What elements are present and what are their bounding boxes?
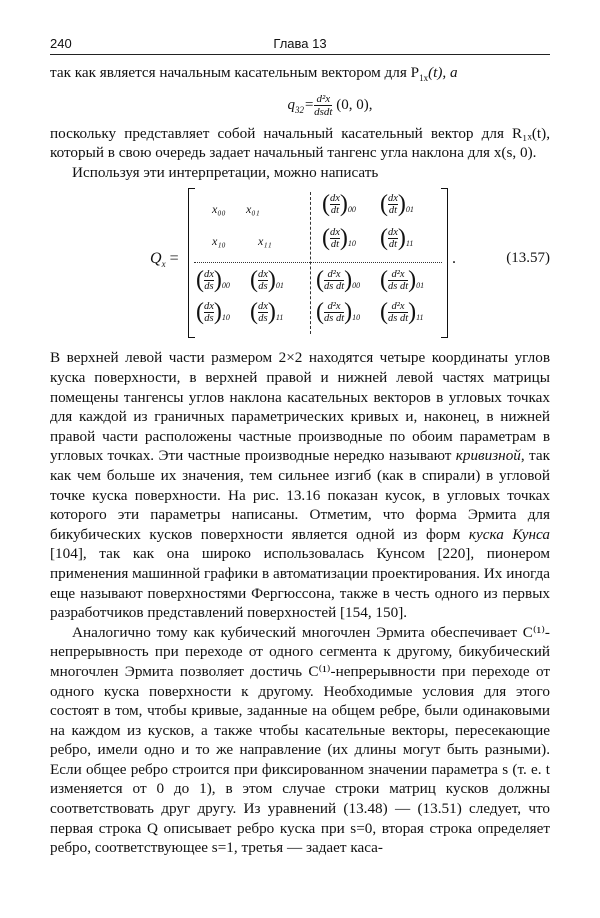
- matrix-cell-dxdt10: ( dx dt ) 10: [322, 225, 356, 252]
- matrix-cell-x11: x₁₁: [258, 234, 272, 249]
- page-number: 240: [50, 36, 72, 51]
- matrix-cell-dxds01: ( dx ds ) 01: [250, 267, 284, 294]
- matrix: [188, 188, 448, 338]
- matrix-cell-dxds00: ( dx ds ) 00: [196, 267, 230, 294]
- matrix-cell-d2x10: ( d²x ds dt ) 10: [316, 299, 361, 326]
- matrix-vertical-divider: [310, 192, 311, 334]
- paragraph-4: Аналогично тому как кубический многочлен Эрмита обеспечивает C⁽¹⁾-непрерывность при переходе от одного сегмента к другому, бикубический многочлен Эрмита позволяет достичь C⁽¹⁾-непрерывности при переходе от одного куска поверхности к другому. Необходимые условия для этого состоят в том, чтобы кривые, заданные на общем ребре, были одинаковыми на каждом из кусков, а также чтобы касательные векторы, пересекающие ребро, имели одно и то же направление (их длины могут быть разными). Если общее ребро строится при фиксированном значении параметра s (т. е. t изменяется от 0 до 1), в этом случае строки матриц кусков должны соответствовать друг другу. Из уравнений (13.48) — (13.51) следует, что первая строка Q описывает ребро куска при s=0, вторая строка определяет ребро, соответствующее s=1, третья — задает каса-: [50, 623, 550, 857]
- matrix-cell-x01: x₀₁: [246, 202, 260, 217]
- matrix-equation: $Q_x$ = x₀₀ x₀₁ x₁₀ x₁₁ ( dx dt ) 00 ( dx dt ) 01 ( dx dt ) 10 ( dx dt ) 11 ( dx ds ) 00 ( dx ds ) 01 ( dx ds ) 10 ( dx ds ) 11 ( d²x ds dt ) 00 ( d²x ds dt ) 01 ( d²x ds dt ) 10 ( d²x ds dt ) 11 . (13.57): [50, 188, 550, 338]
- matrix-cell-x10: x₁₀: [212, 234, 226, 249]
- equation-number: (13.57): [506, 250, 550, 267]
- matrix-cell-dxds10: ( dx ds ) 10: [196, 299, 230, 326]
- matrix-cell-dxds11: ( dx ds ) 11: [250, 299, 284, 326]
- matrix-horizontal-divider: [194, 262, 442, 263]
- matrix-cell-dxdt01: ( dx dt ) 01: [380, 191, 414, 218]
- paragraph-1-line: так как является начальным касательным вектором для $P_{1x}(t)$, а: [50, 64, 458, 84]
- matrix-cell-d2x01: ( d²x ds dt ) 01: [380, 267, 425, 294]
- matrix-cell-d2x00: ( d²x ds dt ) 00: [316, 267, 361, 294]
- page-header: [50, 36, 550, 55]
- book-page: [50, 36, 550, 858]
- paragraph-1: поскольку представляет собой начальный касательный вектор для R₁ₓ(t), который в свою очередь задает начальный тангенс угла наклона для x(s, 0).: [50, 124, 550, 162]
- matrix-cell-d2x11: ( d²x ds dt ) 11: [380, 299, 424, 326]
- paragraph-2: Используя эти интерпретации, можно написать: [72, 163, 379, 181]
- equation-lhs: $Q_x$ =: [150, 250, 179, 270]
- chapter-title: Глава 13: [273, 36, 327, 51]
- formula-q32: $q_{32}=$ $\frac{\text{d²x}}{\text{dsdt}}$ (0, 0),: [287, 92, 373, 118]
- matrix-cell-dxdt00: ( dx dt ) 00: [322, 191, 356, 218]
- matrix-cell-x00: x₀₀: [212, 202, 226, 217]
- paragraph-3: В верхней левой части размером 2×2 находятся четыре координаты углов куска поверхности, в верхней правой и нижней левой частях матрицы помещены тангенсы углов наклона касательных векторов в угловых точках для каждой из граничных параметрических кривых и, наконец, в нижней правой части расположены частные производные по обоим параметрам в угловых точках. Эти частные производные нередко называют кривизной, так как чем больше их значения, тем сильнее изгиб (как в спирали) в угловой точке куска поверхности. На рис. 13.16 показан кусок, в угловых точках которого эти параметры написаны. Отметим, что форма Эрмита для бикубических кусков поверхности является одной из форм куска Кунса [104], так как она широко использовалась Кунсом [220], пионером применения машинной графики в автоматизации проектирования. Их иногда еще называют поверхностями Фергюссона, также в честь одного из первых разработчиков представлений поверхностей [154, 150].: [50, 349, 550, 622]
- matrix-cell-dxdt11: ( dx dt ) 11: [380, 225, 414, 252]
